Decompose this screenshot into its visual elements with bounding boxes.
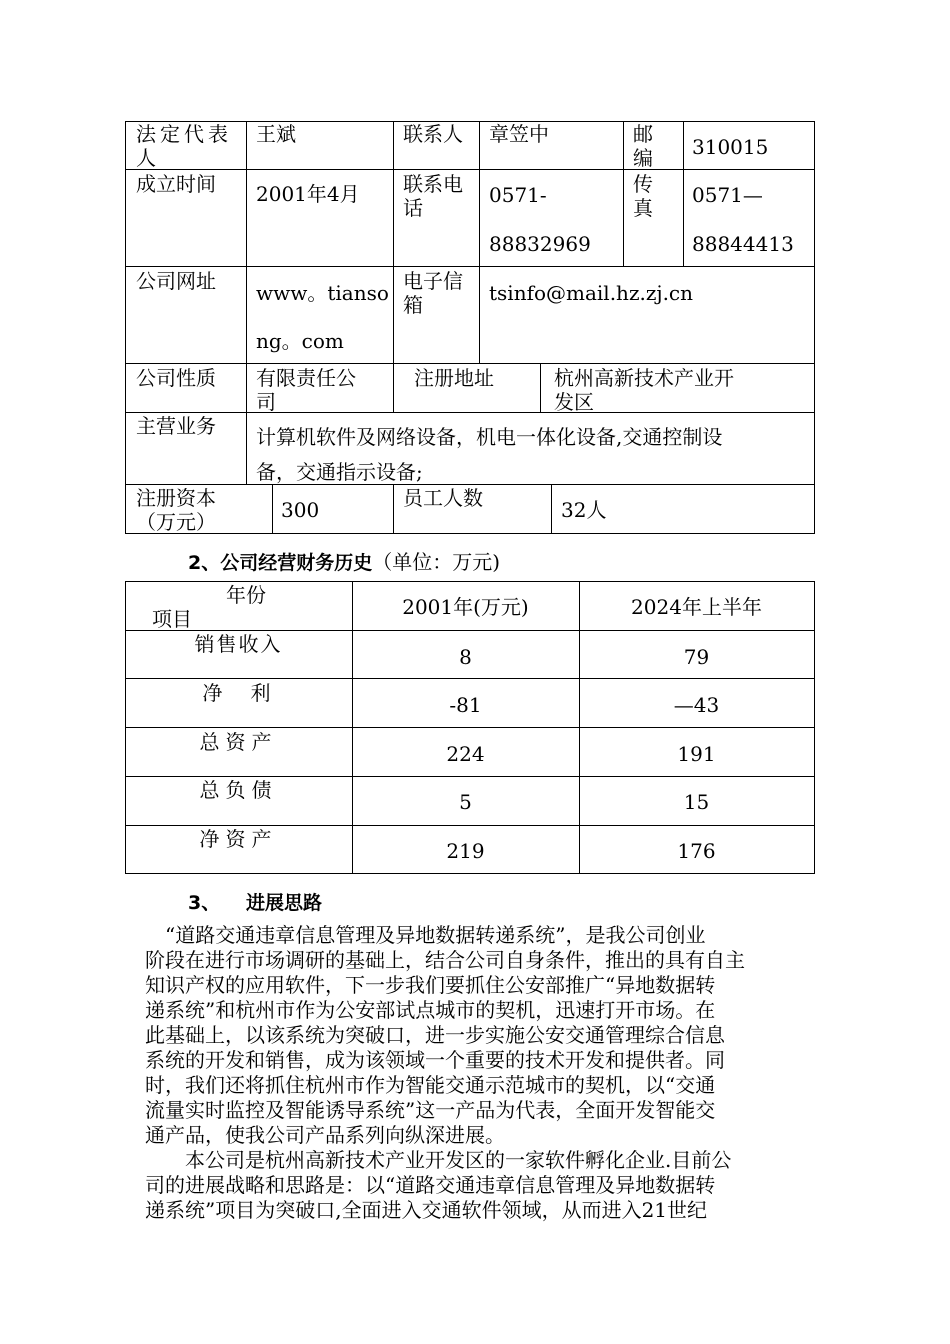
row-value-2001: 219	[446, 839, 485, 863]
row-label: 销售收入	[194, 632, 283, 656]
staff-value: 32人	[561, 498, 607, 522]
fax-value-line2: 88844413	[692, 232, 794, 256]
paragraph-line: 递系统”和杭州市作为公安部试点城市的契机，迅速打开市场。在	[145, 998, 716, 1022]
email-label: 电子信箱	[403, 269, 463, 317]
row-value-2001: 8	[459, 645, 472, 669]
paragraph-line: 阶段在进行市场调研的基础上，结合公司自身条件，推出的具有自主	[145, 948, 745, 972]
paragraph-line: 司的进展战略和思路是：以“道路交通违章信息管理及异地数据转	[145, 1173, 716, 1197]
header-item-label: 项目	[152, 607, 192, 631]
paragraph-line: 系统的开发和销售，成为该领域一个重要的技术开发和提供者。同	[145, 1048, 725, 1072]
contact-value: 章笠中	[489, 122, 549, 146]
business-value-line2: 备，交通指示设备;	[256, 460, 423, 484]
staff-label: 员工人数	[403, 486, 483, 510]
row-value-2024: —43	[673, 693, 720, 717]
paragraph-line: 知识产权的应用软件，下一步我们要抓住公安部推广“异地数据转	[145, 973, 716, 997]
header-col-2001: 2001年(万元)	[402, 595, 529, 619]
header-col-2024: 2024年上半年	[631, 595, 762, 619]
phone-value-line1: 0571-	[489, 183, 547, 207]
nature-label: 公司性质	[136, 366, 216, 390]
postcode-label: 邮编	[633, 122, 653, 170]
row-value-2001: 5	[459, 790, 472, 814]
row-value-2001: 224	[446, 742, 485, 766]
row-label: 净 利	[202, 681, 275, 705]
row-value-2024: 15	[683, 790, 710, 814]
paragraph-line: 流量实时监控及智能诱导系统”这一产品为代表，全面开发智能交	[145, 1098, 716, 1122]
row-label: 总负债	[199, 778, 278, 802]
section-2-unit: （单位：万元)	[372, 550, 501, 574]
nature-value: 有限责任公司	[256, 366, 356, 414]
founded-value: 2001年4月	[256, 182, 360, 206]
address-value: 杭州高新技术产业开发区	[554, 366, 734, 414]
paragraph-line: 递系统”项目为突破口,全面进入交通软件领域，从而进入21世纪	[145, 1198, 708, 1222]
section-2-heading	[188, 546, 500, 575]
paragraph-line: 本公司是杭州高新技术产业开发区的一家软件孵化企业.目前公	[145, 1148, 732, 1172]
website-value-line1: www。tianso	[256, 281, 389, 305]
section-3-number: 3、	[188, 892, 221, 914]
business-value-line1: 计算机软件及网络设备，机电一体化设备,交通控制设	[256, 425, 723, 449]
phone-value-line2: 88832969	[489, 232, 591, 256]
contact-label: 联系人	[403, 122, 463, 146]
legal-rep-label: 法定代表人	[136, 122, 232, 170]
business-label: 主营业务	[136, 414, 216, 438]
legal-rep-value: 王斌	[256, 122, 296, 146]
capital-label: 注册资本（万元）	[136, 486, 216, 534]
header-year-label: 年份	[226, 583, 266, 607]
paragraph-line: 通产品，使我公司产品系列向纵深进展。	[145, 1123, 505, 1147]
row-value-2024: 191	[677, 742, 716, 766]
address-label: 注册地址	[414, 366, 494, 390]
phone-label: 联系电话	[403, 172, 463, 220]
row-label: 总资产	[199, 730, 278, 754]
paragraph-line: 时，我们还将抓住杭州市作为智能交通示范城市的契机，以“交通	[145, 1073, 716, 1097]
row-value-2024: 79	[683, 645, 710, 669]
fax-label: 传真	[633, 172, 653, 220]
section-3-title: 进展思路	[246, 892, 323, 914]
paragraph-line: 此基础上，以该系统为突破口，进一步实施公安交通管理综合信息	[145, 1023, 725, 1047]
website-value-line2: ng。com	[256, 329, 344, 353]
paragraph-line: “道路交通违章信息管理及异地数据转递系统”，是我公司创业	[145, 923, 706, 947]
section-2-number: 2、	[188, 552, 221, 574]
capital-value: 300	[281, 498, 320, 522]
fax-value-line1: 0571—	[692, 183, 763, 207]
row-value-2024: 176	[677, 839, 716, 863]
row-value-2001: -81	[449, 693, 482, 717]
founded-label: 成立时间	[136, 172, 216, 196]
website-label: 公司网址	[136, 269, 216, 293]
postcode-value: 310015	[692, 135, 769, 159]
row-label: 净资产	[199, 827, 278, 851]
section-2-title: 公司经营财务历史	[220, 552, 373, 574]
email-value: tsinfo@mail.hz.zj.cn	[489, 281, 694, 305]
